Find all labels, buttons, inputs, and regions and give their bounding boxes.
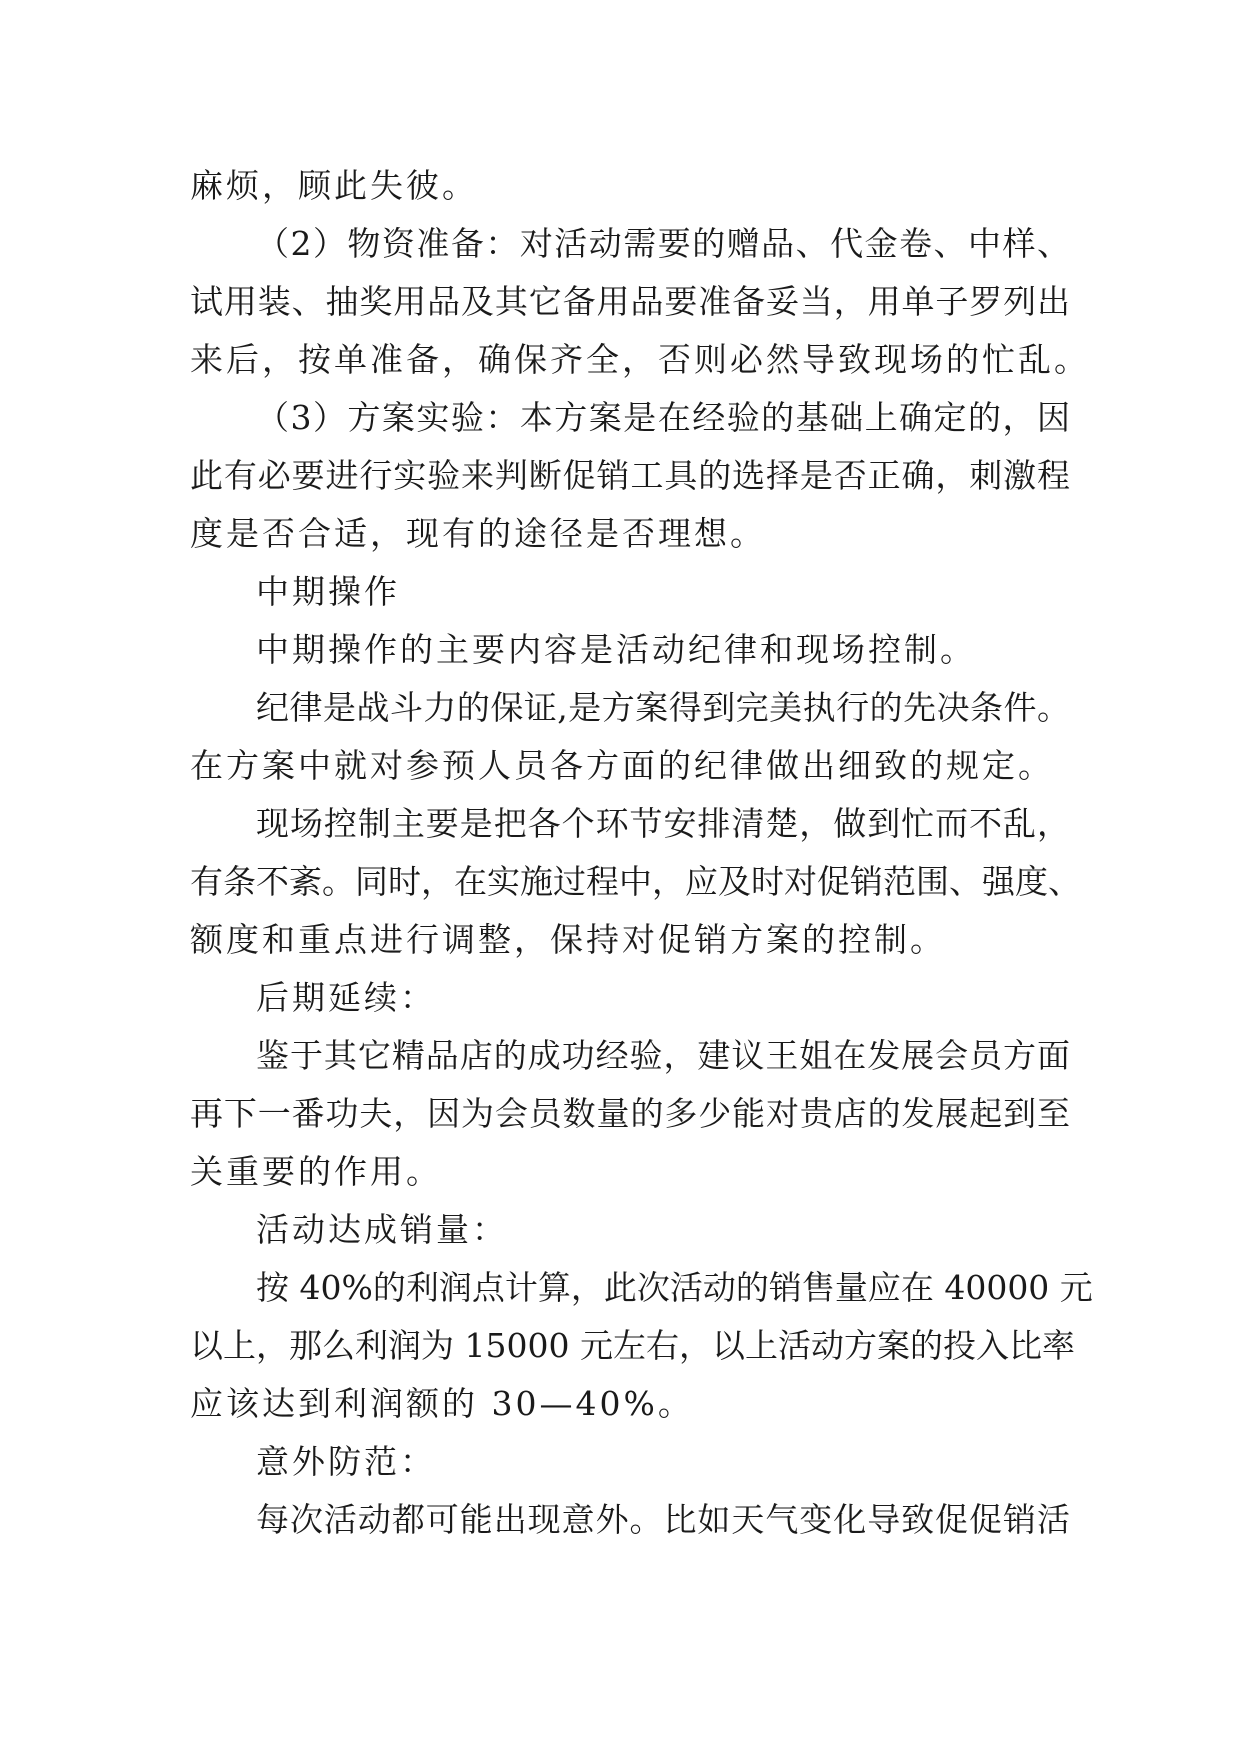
paragraph-line: （3）方案实验：本方案是在经验的基础上确定的，因 xyxy=(256,398,1070,437)
paragraph-line: （2）物资准备：对活动需要的赠品、代金卷、中样、 xyxy=(256,224,1070,263)
paragraph-line: 来后，按单准备，确保齐全，否则必然导致现场的忙乱。 xyxy=(190,340,1090,379)
paragraph-line: 关重要的作用。 xyxy=(190,1152,442,1191)
section-heading: 活动达成销量： xyxy=(256,1210,508,1249)
paragraph-line: 以上，那么利润为 15000 元左右，以上活动方案的投入比率 xyxy=(190,1326,1075,1365)
section-heading: 意外防范： xyxy=(256,1442,436,1481)
paragraph-line: 额度和重点进行调整，保持对促销方案的控制。 xyxy=(190,920,946,959)
paragraph-line: 此有必要进行实验来判断促销工具的选择是否正确，刺激程 xyxy=(190,456,1070,495)
paragraph-line: 纪律是战斗力的保证,是方案得到完美执行的先决条件。 xyxy=(256,688,1070,727)
paragraph-line: 中期操作的主要内容是活动纪律和现场控制。 xyxy=(256,630,976,669)
paragraph-line: 应该达到利润额的 30—40%。 xyxy=(190,1384,694,1423)
paragraph-line: 每次活动都可能出现意外。比如天气变化导致促促销活 xyxy=(256,1500,1070,1539)
paragraph-line: 再下一番功夫，因为会员数量的多少能对贵店的发展起到至 xyxy=(190,1094,1070,1133)
section-heading: 中期操作 xyxy=(256,572,400,611)
paragraph-line: 鉴于其它精品店的成功经验，建议王姐在发展会员方面 xyxy=(256,1036,1070,1075)
paragraph-line: 度是否合适，现有的途径是否理想。 xyxy=(190,514,766,553)
paragraph-line: 麻烦，顾此失彼。 xyxy=(190,166,478,205)
section-heading: 后期延续： xyxy=(256,978,436,1017)
paragraph-line: 有条不紊。同时，在实施过程中，应及时对促销范围、强度、 xyxy=(190,862,1081,901)
paragraph-line: 按 40%的利润点计算，此次活动的销售量应在 40000 元 xyxy=(256,1268,1093,1307)
paragraph-line: 试用装、抽奖用品及其它备用品要准备妥当，用单子罗列出 xyxy=(190,282,1070,321)
paragraph-line: 在方案中就对参预人员各方面的纪律做出细致的规定。 xyxy=(190,746,1054,785)
paragraph-line: 现场控制主要是把各个环节安排清楚，做到忙而不乱， xyxy=(256,804,1070,843)
